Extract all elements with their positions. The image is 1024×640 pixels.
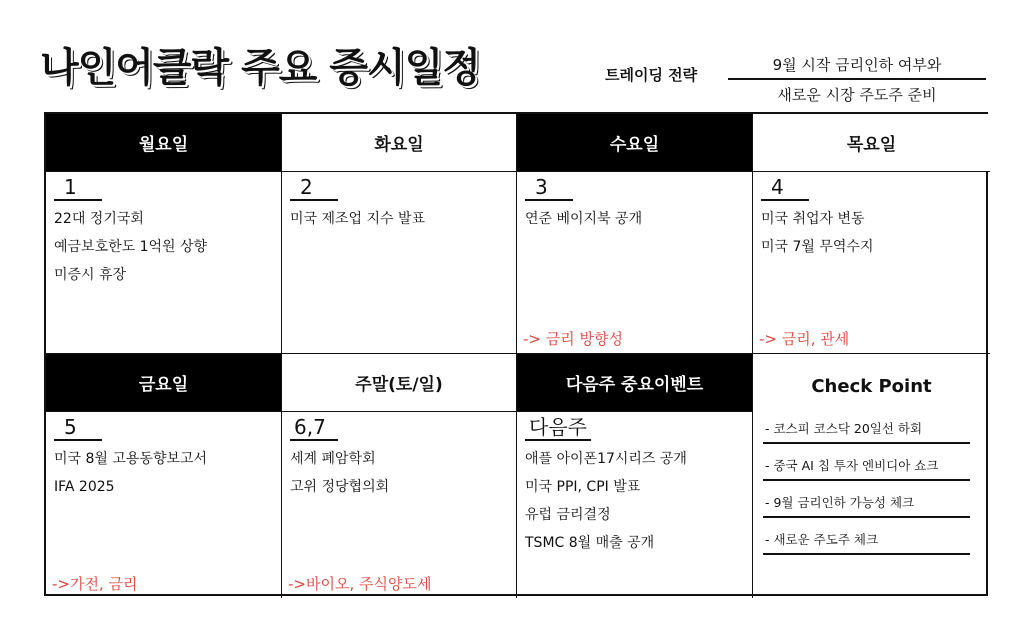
impact-note: -> 금리, 관세 (759, 330, 850, 348)
event-item: 미국 PPI, CPI 발표 (525, 479, 641, 495)
event-item: 고위 정당협의회 (290, 479, 390, 495)
impact-note: -> 금리 방향성 (523, 330, 623, 348)
day-number: 6,7 (290, 416, 338, 441)
event-item: IFA 2025 (54, 479, 115, 495)
event-item: 미국 7월 무역수지 (761, 239, 874, 255)
event-item: TSMC 8월 매출 공개 (525, 535, 655, 551)
header-tuesday: 화요일 (282, 114, 517, 172)
event-item: 예금보호한도 1억원 상향 (54, 239, 208, 255)
check-point-cell (753, 354, 990, 598)
check-point-item: - 9월 금리인하 가능성 체크 (763, 489, 970, 518)
header-next-week: 다음주 중요이벤트 (517, 354, 753, 412)
event-item: 연준 베이지북 공개 (525, 211, 643, 227)
strategy-line-1: 9월 시작 금리인하 여부와 (728, 54, 986, 80)
day-cell-tuesday (282, 172, 517, 354)
check-point-title: Check Point (811, 376, 932, 397)
day-number: 3 (525, 176, 573, 201)
event-list (290, 205, 508, 233)
strategy-label: 트레이딩 전략 (605, 66, 698, 84)
event-list (761, 205, 982, 261)
event-list (525, 445, 744, 557)
strategy-line-2: 새로운 시장 주도주 준비 (777, 86, 937, 104)
impact-note: ->가전, 금리 (52, 575, 138, 593)
event-item: 애플 아이폰17시리즈 공개 (525, 451, 687, 467)
event-item: 미국 제조업 지수 발표 (290, 211, 426, 227)
header-thursday: 목요일 (753, 114, 990, 172)
event-item: 미국 8월 고용동향보고서 (54, 451, 208, 467)
day-cell-wednesday (517, 172, 753, 354)
page-title: 나인어클락 주요 증시일정 (40, 45, 480, 91)
header-weekend: 주말(토/일) (282, 354, 517, 412)
header-wednesday: 수요일 (517, 114, 753, 172)
event-list (54, 445, 273, 501)
event-item: 세계 폐암학회 (290, 451, 376, 467)
day-number: 4 (761, 176, 809, 201)
day-cell-weekend (282, 412, 517, 598)
event-list (54, 205, 273, 289)
schedule-grid (44, 112, 988, 596)
impact-note: ->바이오, 주식양도세 (288, 575, 432, 593)
event-list (525, 205, 744, 233)
event-item: 미증시 휴장 (54, 267, 127, 283)
day-number: 1 (54, 176, 102, 201)
event-item: 22대 정기국회 (54, 211, 144, 227)
check-point-item: - 새로운 주도주 체크 (763, 526, 970, 555)
header-friday: 금요일 (46, 354, 282, 412)
day-cell-next-week (517, 412, 753, 598)
day-cell-monday (46, 172, 282, 354)
check-point-item: - 코스피 코스닥 20일선 하회 (763, 415, 970, 444)
day-number: 다음주 (525, 416, 591, 441)
event-list (290, 445, 508, 501)
check-point-item: - 중국 AI 칩 투자 엔비디아 쇼크 (763, 452, 970, 481)
day-number: 2 (290, 176, 338, 201)
day-number: 5 (54, 416, 102, 441)
day-cell-friday (46, 412, 282, 598)
header-monday: 월요일 (46, 114, 282, 172)
event-item: 유럽 금리결정 (525, 507, 611, 523)
event-item: 미국 취업자 변동 (761, 211, 865, 227)
check-point-list (753, 415, 990, 555)
day-cell-thursday (753, 172, 990, 354)
strategy-text (728, 54, 986, 105)
